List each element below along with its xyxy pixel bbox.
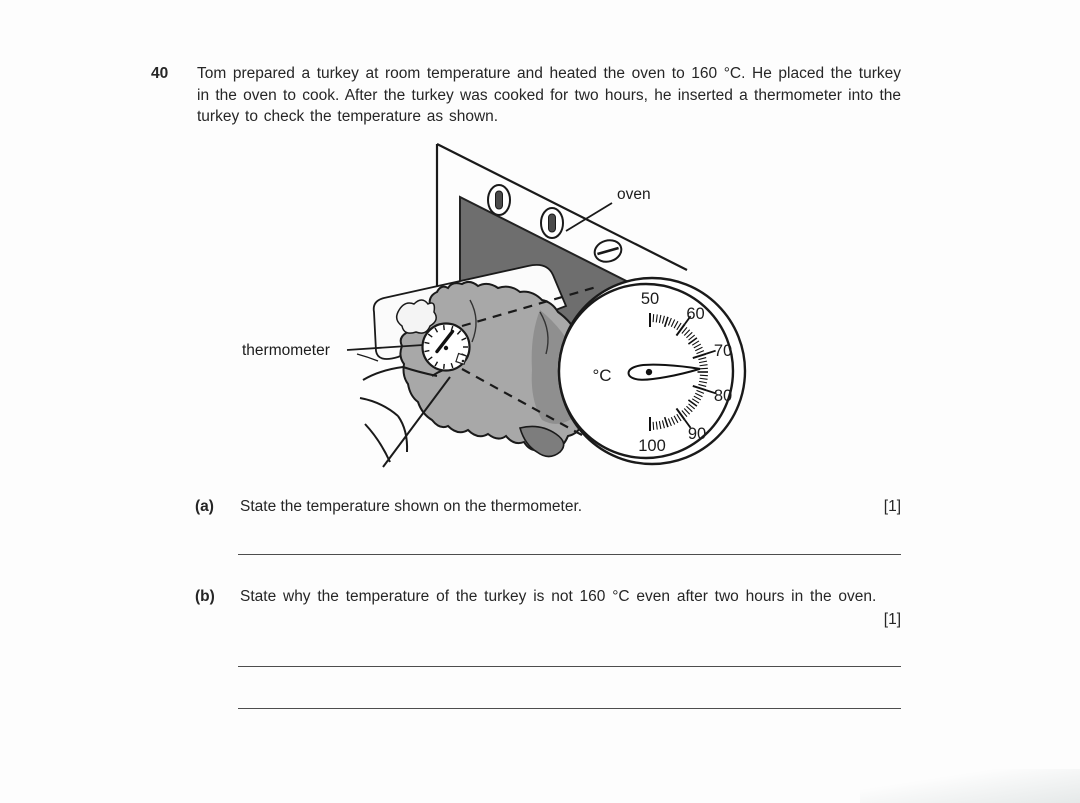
small-dial-notch-dot xyxy=(462,360,465,363)
part-a-marks: [1] xyxy=(883,498,901,515)
small-dial-pivot xyxy=(444,346,448,350)
dial-number-90: 90 xyxy=(687,425,707,443)
question-number: 40 xyxy=(151,65,169,82)
small-thermometer-dial xyxy=(423,324,470,371)
part-b-marks: [1] xyxy=(883,611,901,628)
oven-knob-2 xyxy=(541,208,563,238)
small-dial-notch xyxy=(456,353,467,364)
part-b-answer-line-2 xyxy=(238,708,901,709)
oven-label: oven xyxy=(617,186,651,203)
magnified-dial xyxy=(559,278,745,464)
part-b-text: State why the temperature of the turkey is not 160 °C even after two hours in the oven. xyxy=(240,588,877,605)
part-b-label: (b) xyxy=(195,588,215,605)
celsius-unit-label: °C xyxy=(592,366,612,385)
scan-smudge xyxy=(860,769,1080,803)
question-text: Tom prepared a turkey at room temperature and heated the oven to 160 °C. He placed the turkey in the oven to cook. After the turkey was cooked for two hours, he inserted a thermometer into the turkey to check the temperature as shown. xyxy=(197,65,901,125)
part-a-answer-line xyxy=(238,554,901,555)
dial-number-50: 50 xyxy=(640,290,660,308)
thermometer-stem-line xyxy=(357,354,378,361)
part-a-label: (a) xyxy=(195,498,214,515)
dial-number-60: 60 xyxy=(686,305,705,323)
part-b-answer-line-1 xyxy=(238,666,901,667)
dial-number-80: 80 xyxy=(713,387,733,405)
oven-pointer-line xyxy=(566,203,612,231)
dial-number-100: 100 xyxy=(638,437,666,455)
oven-knob-1 xyxy=(488,185,510,215)
part-a-text: State the temperature shown on the thermometer. xyxy=(240,498,583,515)
thermometer-label: thermometer xyxy=(242,342,330,359)
dial-number-70: 70 xyxy=(713,342,733,360)
oven-knob-3 xyxy=(592,237,624,265)
